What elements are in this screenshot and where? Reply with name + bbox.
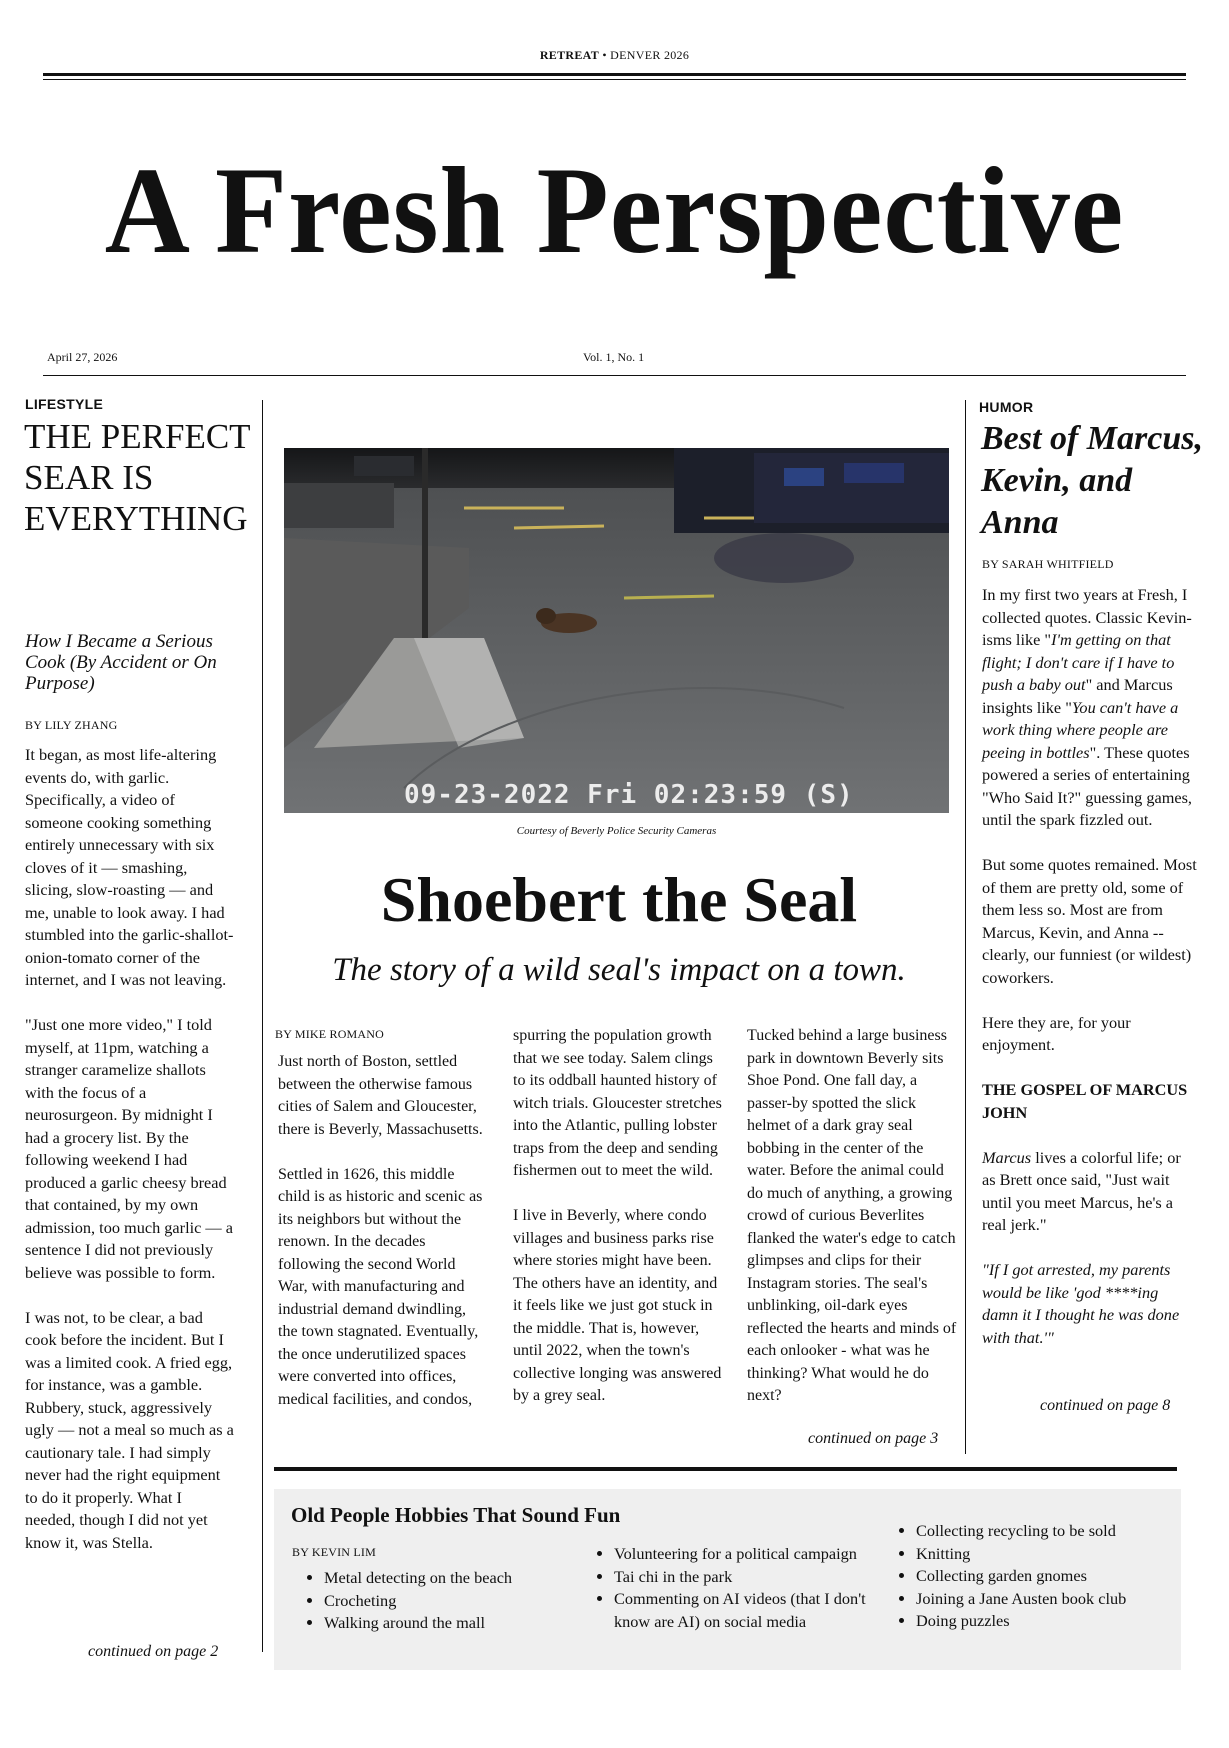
hobbies-list-2 — [582, 1543, 884, 1633]
issue-volume: Vol. 1, No. 1 — [583, 350, 645, 364]
paragraph: Settled in 1626, this middle child is as historic and scenic as its neighbors but without the renown. In the decades following the second World War, with manufacturing and industrial demand dwindling, the town stagnated. Eventually, the once underutilized spaces were converted into offices, medical facilities, and condos, — [278, 1165, 483, 1408]
column-divider-right — [965, 400, 966, 1454]
quote-kevin: I'm getting on that flight; I don't care if I have to push a baby out — [982, 630, 1175, 694]
main-subheadline: The story of a wild seal's impact on a town. — [332, 952, 906, 988]
paragraph — [982, 1147, 1197, 1237]
list-item: • Crocheting — [324, 1590, 574, 1613]
paragraph: I was not, to be clear, a bad cook before the incident. But I was a limited cook. A fried egg, for instance, was a gamble. Rubbery, stuck, aggressively ugly — not a meal so much as a cautionary tale. I had simply never had the right equipment to do it properly. What I needed, though I did not yet know it, was Stella. — [25, 1307, 234, 1552]
paragraph: I live in Beverly, where condo villages and business parks rise where stories might have been. The others have an identity, and it feels like we just got stuck in the middle. That is, however, until 2022, when the town's collective longing was answered by a grey seal. — [513, 1207, 722, 1404]
continued-link-right[interactable]: continued on page 8 — [1040, 1397, 1171, 1414]
list-item: • Doing puzzles — [916, 1610, 1186, 1633]
retreat-label: RETREAT — [539, 48, 600, 62]
text-run: ". These quotes powered a series of entertaining "Who Said It?" guessing games, until the spark fizzled out. — [982, 742, 1192, 829]
list-item: • Walking around the mall — [324, 1612, 574, 1635]
list-item: • Collecting garden gnomes — [916, 1565, 1186, 1588]
masthead-title: A Fresh Perspective — [104, 141, 1125, 280]
masthead-rule — [43, 375, 1186, 376]
list-item: • Commenting on AI videos (that I don't know are AI) on social media — [614, 1588, 884, 1633]
seal-security-photo — [284, 448, 949, 813]
quote-marcus: You can't have a work thing where people are peeing in bottles — [982, 697, 1179, 762]
list-item: • Metal detecting on the beach — [324, 1567, 574, 1590]
hobbies-title: Old People Hobbies That Sound Fun — [291, 1503, 621, 1527]
lifestyle-byline: BY LILY ZHANG — [25, 718, 118, 732]
hobbies-list-1 — [292, 1567, 574, 1635]
bottom-section-rule — [274, 1467, 1177, 1471]
paragraph: It began, as most life-altering events do, with garlic. Specifically, a video of someone cooking something entirely unnecessary with six cloves of it — smashing, slicing, slow-roasting — and me, unable to look away. I had stumbled into the garlic-shallot-onion-tomato corner of the internet, and I was not leaving. — [25, 745, 234, 989]
section-label-humor: HUMOR — [979, 399, 1034, 415]
lifestyle-article-title: THE PERFECT SEAR IS EVERYTHING — [24, 417, 250, 538]
hobbies-byline: BY KEVIN LIM — [292, 1545, 376, 1559]
continued-link-left[interactable]: continued on page 2 — [88, 1643, 219, 1660]
list-item: • Volunteering for a political campaign — [614, 1543, 884, 1566]
paragraph: Just north of Boston, settled between the otherwise famous cities of Salem and Gloucester, there is Beverly, Massachusetts. — [278, 1053, 483, 1138]
main-article-column-1 — [278, 1051, 488, 1434]
pull-quote: "If I got arrested, my parents would be like 'god ****ing damn it I thought he was done with that.'" — [982, 1260, 1180, 1347]
top-rule-thin — [43, 79, 1186, 80]
paragraph: Here they are, for your enjoyment. — [982, 1012, 1131, 1054]
text-run: In my first two years at Fresh, I collected quotes. Classic Kevin-isms like " — [982, 585, 1192, 649]
main-article-column-3 — [747, 1025, 957, 1430]
camera-timestamp: 09-23-2022 Fri 02:23:59 (S) — [404, 780, 854, 810]
photo-caption: Courtesy of Beverly Police Security Cameras — [516, 825, 717, 837]
issue-date: April 27, 2026 — [47, 350, 118, 364]
list-item: • Tai chi in the park — [614, 1566, 884, 1589]
security-camera-image — [284, 448, 949, 813]
main-headline: Shoebert the Seal — [380, 864, 858, 935]
text-run: lives a colorful life; or as Brett once said, "Just wait until you meet Marcus, he's a real jerk." — [982, 1147, 1181, 1234]
paragraph: spurring the population growth that we see today. Salem clings to its oddball haunted history of witch trials. Gloucester stretches into the Atlantic, pulling lobster traps from the deep and sending fishermen out to meet the wild. — [513, 1027, 722, 1179]
list-item: • Knitting — [916, 1543, 1186, 1566]
column-divider-left — [262, 400, 263, 1652]
paragraph: But some quotes remained. Most of them are pretty old, some of them less so. Most are from Marcus, Kevin, and Anna -- clearly, our funniest (or wildest) coworkers. — [982, 855, 1197, 987]
lifestyle-article-body — [25, 744, 235, 1577]
paragraph: Tucked behind a large business park in downtown Beverly sits Shoe Pond. One fall day, a passer-by spotted the slick helmet of a dark gray seal bobbing in the center of the water. Before the animal could do much of anything, a growing crowd of curious Beverlites flanked the water's edge to catch glimpses and clips for their Instagram stories. The seal's unblinking, oil-dark eyes reflected the hearts and minds of each onlooker - what was he thinking? What would he do next? — [747, 1027, 957, 1404]
humor-article-title: Best of Marcus, Kevin, and Anna — [981, 420, 1203, 541]
lifestyle-article-subtitle: How I Became a Serious Cook (By Accident or On Purpose) — [25, 631, 217, 694]
retreat-banner — [0, 48, 1229, 63]
list-item: • Joining a Jane Austen book club — [916, 1588, 1186, 1611]
continued-link-main[interactable]: continued on page 3 — [808, 1430, 939, 1447]
list-item: • Collecting recycling to be sold — [916, 1520, 1186, 1543]
main-article-column-2 — [513, 1025, 723, 1430]
humor-article-body — [982, 584, 1197, 1372]
text-run: " and Marcus insights like " — [982, 675, 1173, 717]
gospel-subhead: THE GOSPEL OF MARCUS JOHN — [982, 1080, 1188, 1122]
retreat-location: • DENVER 2026 — [599, 48, 690, 62]
section-label-lifestyle: LIFESTYLE — [25, 396, 104, 412]
top-rule — [43, 73, 1186, 76]
humor-byline: BY SARAH WHITFIELD — [982, 557, 1114, 571]
paragraph: "Just one more video," I told myself, at 11pm, watching a stranger caramelize shallots with the focus of a neurosurgeon. By midnight I had a grocery list. By the following weekend I had produced a garlic cheesy bread that contained, by my own admission, too much garlic — a sentence I did not previously believe was possible to form. — [25, 1015, 233, 1282]
name-marcus: Marcus — [982, 1147, 1032, 1167]
hobbies-list-3 — [884, 1520, 1186, 1633]
main-byline: BY MIKE ROMANO — [275, 1027, 385, 1041]
paragraph — [982, 584, 1197, 832]
